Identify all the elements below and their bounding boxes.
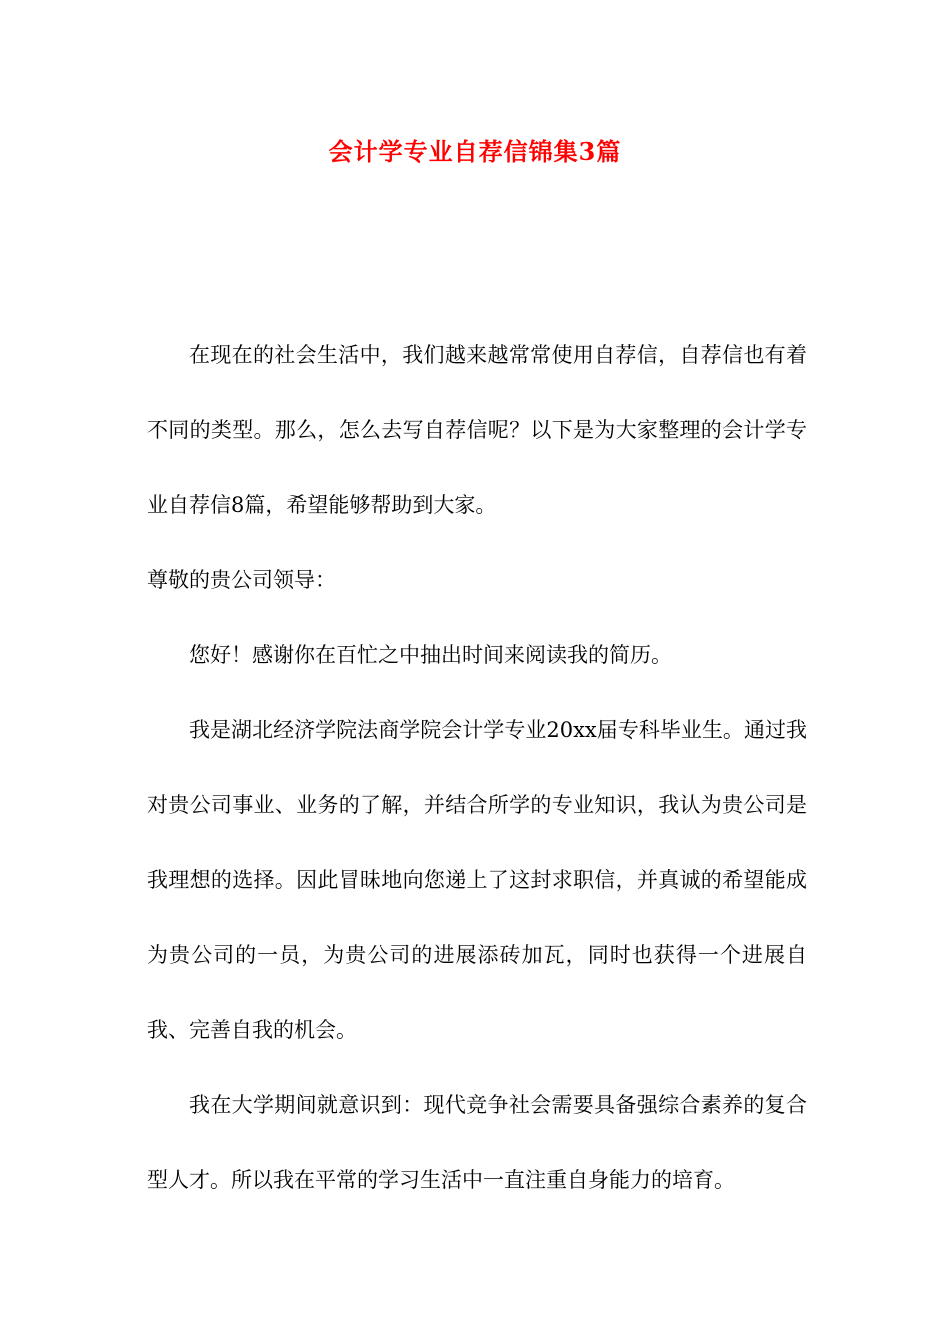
paragraph-greeting: 您好！感谢你在百忙之中抽出时间来阅读我的简历。 [189, 643, 672, 667]
document-body [147, 318, 807, 1218]
document-title: 会计学专业自荐信锦集3篇 [328, 137, 622, 166]
paragraph-university-awareness: 我在大学期间就意识到：现代竞争社会需要具备强综合素养的复合型人才。所以我在平常的学习生活中一直注重自身能力的培育。 [147, 1093, 807, 1192]
paragraph-intro: 在现在的社会生活中，我们越来越常常使用自荐信，自荐信也有着不同的类型。那么，怎么去写自荐信呢？以下是为大家整理的会计学专业自荐信8篇，希望能够帮助到大家。 [147, 343, 807, 517]
paragraph-self-introduction: 我是湖北经济学院法商学院会计学专业20xx届专科毕业生。通过我对贵公司事业、业务的了解，并结合所学的专业知识，我认为贵公司是我理想的选择。因此冒昧地向您递上了这封求职信，并真诚的希望能成为贵公司的一员，为贵公司的进展添砖加瓦，同时也获得一个进展自我、完善自我的机会。 [147, 718, 807, 1042]
paragraph-salutation: 尊敬的贵公司领导： [147, 568, 336, 592]
